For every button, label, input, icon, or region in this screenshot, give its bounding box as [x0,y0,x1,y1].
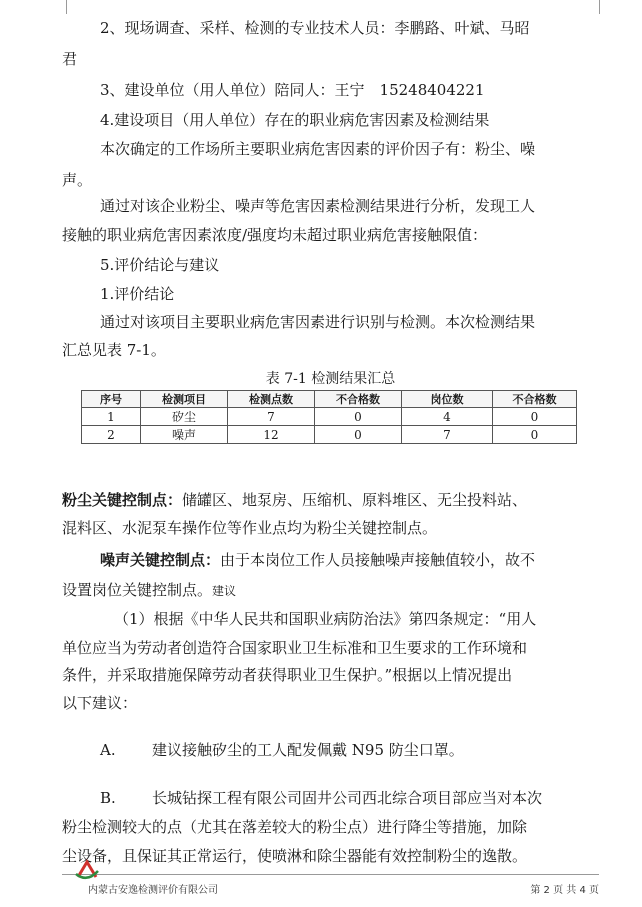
staff-line-1: 2、现场调查、采样、检测的专业技术人员：李鹏路、叶斌、马昭 [100,19,530,37]
table-row [82,408,577,426]
table-cell: 0 [493,408,577,426]
analysis-line-1: 通过对该企业粉尘、噪声等危害因素检测结果进行分析，发现工人 [100,197,536,215]
law-line-3: 条件，并采取措施保障劳动者获得职业卫生保护。”根据以上情况提出 [62,666,513,684]
document-body [62,0,599,870]
noise-control-label: 噪声关键控制点： [100,551,221,569]
hazard-heading: 4.建设项目（用人单位）存在的职业病危害因素及检测结果 [100,111,490,129]
table-header-row [82,391,577,408]
law-line-4: 以下建议： [62,694,138,712]
table-cell: 2 [82,426,141,444]
noise-control-text: 由于本岗位工作人员接触噪声接触值较小，故不 [220,551,536,569]
law-line-2: 单位应当为劳动者创造符合国家职业卫生标准和卫生要求的工作环境和 [62,639,528,657]
staff-line-2: 君 [62,50,78,68]
col-header: 岗位数 [402,391,493,408]
table-row [82,426,577,444]
table-cell: 7 [228,408,315,426]
suggestion-word: 建议 [212,584,237,598]
analysis-line-2: 接触的职业病危害因素浓度/强度均未超过职业病危害接触限值： [62,226,488,244]
footer-company: 内蒙古安逸检测评价有限公司 [88,885,218,896]
company-logo-icon [74,859,100,881]
dust-control-line-2: 混料区、水泥泵车操作位等作业点均为粉尘关键控制点。 [62,519,438,537]
section-5-heading: 5.评价结论与建议 [100,256,220,274]
table-cell: 噪声 [141,426,228,444]
result-table-wrap [62,390,599,450]
footer-page-info: 第 2 页 共 4 页 [530,885,599,896]
summary-line-1: 通过对该项目主要职业病危害因素进行识别与检测。本次检测结果 [100,313,536,331]
dust-control-label: 粉尘关键控制点： [62,491,183,509]
table-caption: 表 7-1 检测结果汇总 [265,371,396,387]
dust-control-text: 储罐区、地泵房、压缩机、原料堆区、无尘投料站、 [182,491,528,509]
result-table [81,390,577,444]
table-cell: 12 [228,426,315,444]
col-header: 序号 [82,391,141,408]
summary-line-2: 汇总见表 7-1。 [62,341,166,359]
col-header: 不合格数 [315,391,402,408]
table-cell: 矽尘 [141,408,228,426]
table-cell: 0 [315,426,402,444]
page-footer [62,875,599,901]
escort-line: 3、建设单位（用人单位）陪同人：王宁 15248404221 [100,81,485,99]
item-a-text: 建议接触矽尘的工人配发佩戴 N95 防尘口罩。 [152,741,464,759]
item-b-line-1: 长城钻探工程有限公司固井公司西北综合项目部应当对本次 [152,789,543,807]
conclusion-heading: 1.评价结论 [100,285,175,303]
item-b-line-2: 粉尘检测较大的点（尤其在落差较大的粉尘点）进行降尘等措施，加除 [62,818,528,836]
table-cell: 7 [402,426,493,444]
col-header: 不合格数 [493,391,577,408]
crop-mark-right [599,0,600,14]
law-line-1: （1）根据《中华人民共和国职业病防治法》第四条规定：“用人 [114,610,537,628]
noise-control-line-1 [100,550,535,570]
item-b-marker: B. [100,789,116,807]
table-cell: 1 [82,408,141,426]
table-cell: 0 [315,408,402,426]
dust-control-line-1 [62,490,527,510]
factors-line-2: 声。 [62,171,93,189]
table-cell: 0 [493,426,577,444]
factors-line-1: 本次确定的工作场所主要职业病危害因素的评价因子有：粉尘、噪 [100,140,536,158]
noise-control-text-2: 设置岗位关键控制点。 [62,581,213,599]
col-header: 检测项目 [141,391,228,408]
table-cell: 4 [402,408,493,426]
col-header: 检测点数 [228,391,315,408]
item-a-marker: A. [100,741,116,759]
item-b-line-3: 尘设备，且保证其正常运行，使喷淋和除尘器能有效控制粉尘的逸散。 [62,847,528,865]
noise-control-line-2 [62,580,236,601]
